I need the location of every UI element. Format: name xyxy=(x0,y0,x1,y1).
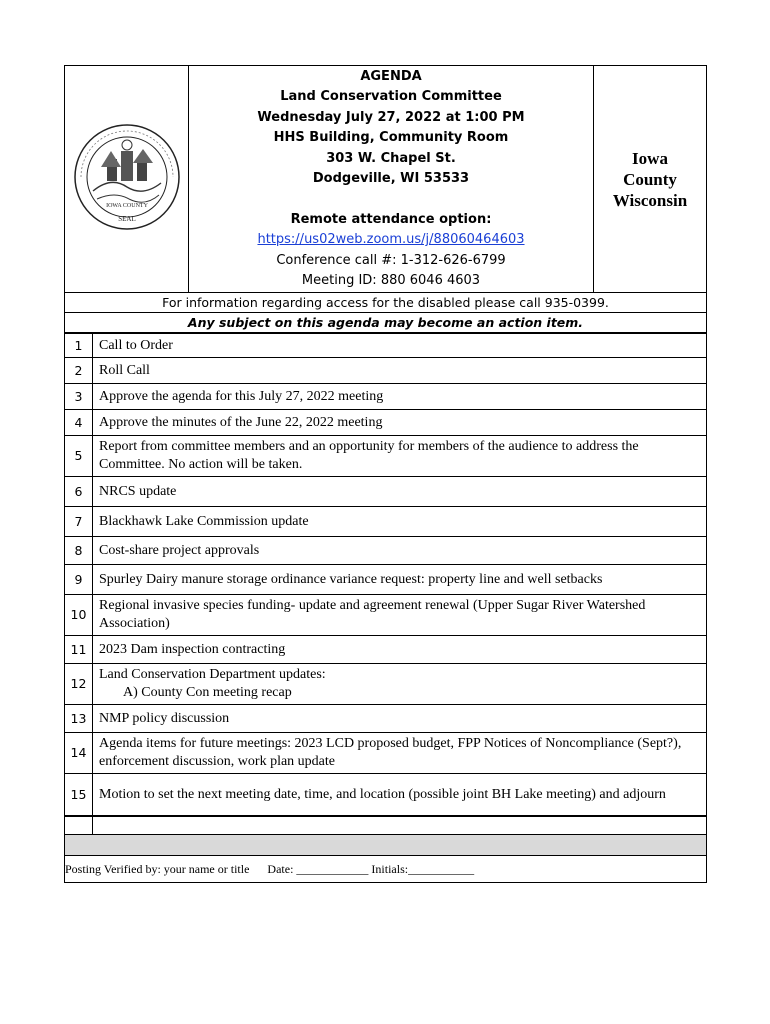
agenda-item-row xyxy=(65,436,707,477)
meeting-city: Dodgeville, WI 53533 xyxy=(312,171,470,186)
agenda-item-main: 2023 Dam inspection contracting xyxy=(99,641,286,657)
agenda-item-main: NRCS update xyxy=(99,483,177,499)
agenda-item-number: 1 xyxy=(65,334,93,358)
agenda-item-row xyxy=(65,565,707,595)
committee-name: Land Conservation Committee xyxy=(280,89,502,104)
agenda-item-main: Agenda items for future meetings: 2023 LCD proposed budget, FPP Notices of Noncompliance (Sept?), enforcement discussion, work plan update xyxy=(99,736,682,769)
agenda-item-main: Report from committee members and an opportunity for members of the audience to address the Committee. No action will be taken. xyxy=(99,439,639,472)
agenda-item-row xyxy=(65,384,707,410)
agenda-item-number: 9 xyxy=(65,565,93,595)
agenda-items-table xyxy=(64,333,707,816)
county-name-cell xyxy=(594,66,707,293)
agenda-item-main: Call to Order xyxy=(99,337,173,353)
zoom-link[interactable]: https://us02web.zoom.us/j/88060464603 xyxy=(257,232,525,247)
agenda-item-text xyxy=(93,334,707,358)
meeting-date: Wednesday July 27, 2022 at 1:00 PM xyxy=(257,109,525,125)
agenda-item-row xyxy=(65,477,707,507)
agenda-table xyxy=(64,65,707,333)
agenda-item-number: 2 xyxy=(65,358,93,384)
meeting-info-cell xyxy=(189,66,594,293)
agenda-item-number: 15 xyxy=(65,774,93,816)
county-line-1: Iowa xyxy=(632,148,668,168)
agenda-item-main: Land Conservation Department updates: xyxy=(99,667,326,682)
agenda-item-text xyxy=(93,436,707,477)
agenda-item-text xyxy=(93,537,707,565)
agenda-title: AGENDA xyxy=(360,68,422,84)
agenda-item-number: 6 xyxy=(65,477,93,507)
agenda-item-text xyxy=(93,664,707,705)
agenda-item-main: Blackhawk Lake Commission update xyxy=(99,513,309,529)
agenda-item-row xyxy=(65,705,707,733)
agenda-item-number: 13 xyxy=(65,705,93,733)
meeting-street: 303 W. Chapel St. xyxy=(326,150,456,166)
agenda-item-main: Motion to set the next meeting date, time, and location (possible joint BH Lake meeting) and adjourn xyxy=(99,786,666,802)
seal-bottom-text: SEAL xyxy=(117,214,136,223)
posting-verified: Posting Verified by: your name or title xyxy=(65,861,250,876)
county-seal-icon xyxy=(71,121,183,233)
agenda-item-text xyxy=(93,705,707,733)
agenda-item-row xyxy=(65,537,707,565)
agenda-item-row xyxy=(65,595,707,636)
agenda-item-main: NMP policy discussion xyxy=(99,710,230,726)
county-line-2: County xyxy=(623,169,677,189)
agenda-item-main: Regional invasive species funding- update and agreement renewal (Upper Sugar River Watershed Association) xyxy=(99,598,646,631)
agenda-item-main: Approve the minutes of the June 22, 2022 meeting xyxy=(99,414,383,430)
posting-cell xyxy=(65,856,707,883)
agenda-item-number: 3 xyxy=(65,384,93,410)
agenda-item-main: Spurley Dairy manure storage ordinance variance request: property line and well setbacks xyxy=(99,571,603,587)
agenda-item-number: 5 xyxy=(65,436,93,477)
agenda-item-text xyxy=(93,507,707,537)
access-info: For information regarding access for the disabled please call 935-0399. xyxy=(65,293,707,313)
agenda-item-row xyxy=(65,358,707,384)
agenda-item-row xyxy=(65,774,707,816)
agenda-item-text xyxy=(93,565,707,595)
action-note-row xyxy=(65,313,707,333)
agenda-item-text xyxy=(93,733,707,774)
agenda-item-row xyxy=(65,733,707,774)
agenda-item-text xyxy=(93,636,707,664)
agenda-item-main: Roll Call xyxy=(99,362,150,378)
header-row xyxy=(65,66,707,293)
initials-field: Initials:___________ xyxy=(371,861,475,876)
agenda-item-number: 14 xyxy=(65,733,93,774)
conference-call: Conference call #: 1-312-626-6799 xyxy=(276,252,506,268)
agenda-item-text xyxy=(93,410,707,436)
agenda-item-row xyxy=(65,636,707,664)
county-line-3: Wisconsin xyxy=(612,190,688,210)
seal-top-text: IOWA COUNTY xyxy=(105,202,148,209)
agenda-item-number: 12 xyxy=(65,664,93,705)
agenda-item-text xyxy=(93,774,707,816)
agenda-item-number: 7 xyxy=(65,507,93,537)
date-field: Date: ____________ xyxy=(267,861,369,876)
empty-row xyxy=(65,817,707,835)
agenda-item-main: Cost-share project approvals xyxy=(99,542,260,558)
agenda-item-number: 4 xyxy=(65,410,93,436)
agenda-document xyxy=(64,65,707,883)
agenda-item-row xyxy=(65,334,707,358)
agenda-footer-table xyxy=(64,816,707,883)
agenda-item-main: Approve the agenda for this July 27, 2022 meeting xyxy=(99,388,384,404)
shaded-row xyxy=(65,835,707,856)
agenda-item-text xyxy=(93,358,707,384)
seal-cell xyxy=(65,66,189,293)
meeting-id: Meeting ID: 880 6046 4603 xyxy=(301,273,481,288)
action-note: Any subject on this agenda may become an action item. xyxy=(65,313,707,333)
agenda-item-number: 8 xyxy=(65,537,93,565)
agenda-item-number: 11 xyxy=(65,636,93,664)
agenda-item-row xyxy=(65,664,707,705)
agenda-item-subitem: A) County Con meeting recap xyxy=(123,685,292,700)
access-info-row xyxy=(65,293,707,313)
agenda-item-text xyxy=(93,384,707,410)
agenda-item-row xyxy=(65,507,707,537)
remote-label: Remote attendance option: xyxy=(290,211,492,227)
meeting-building: HHS Building, Community Room xyxy=(273,130,509,145)
agenda-item-row xyxy=(65,410,707,436)
posting-row xyxy=(65,856,707,883)
agenda-item-text xyxy=(93,595,707,636)
agenda-item-text xyxy=(93,477,707,507)
agenda-item-number: 10 xyxy=(65,595,93,636)
